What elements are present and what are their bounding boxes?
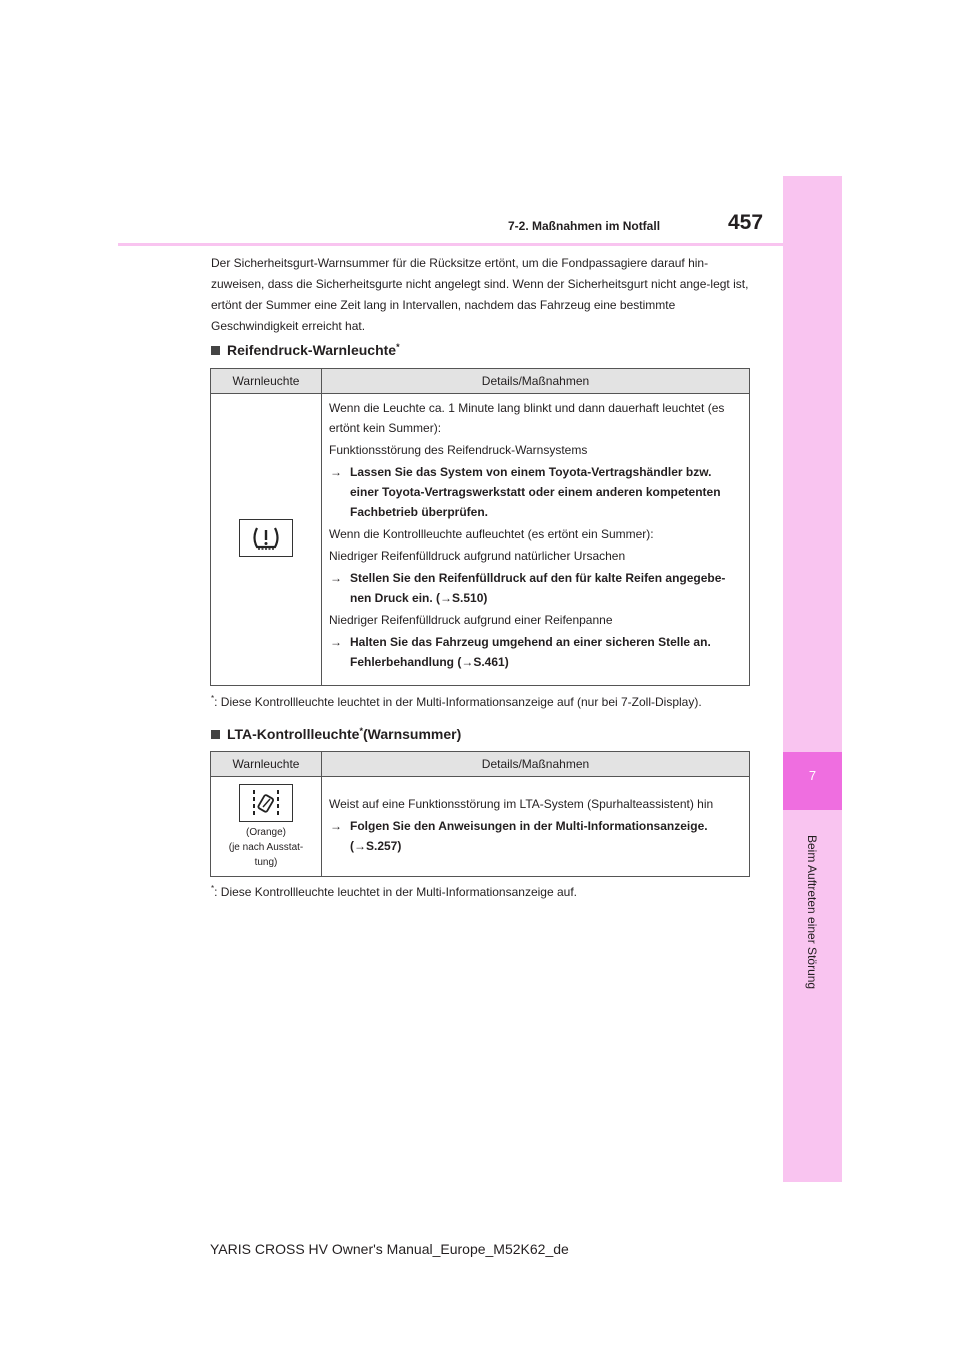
bullet-square-icon xyxy=(211,346,220,355)
col-header-warnleuchte: Warnleuchte xyxy=(211,369,322,394)
tire-pressure-warning-icon xyxy=(239,519,293,557)
page-footer: YARIS CROSS HV Owner's Manual_Europe_M52K62_de xyxy=(210,1241,569,1257)
detail-text: Niedriger Reifenfülldruck aufgrund einer Reifenpanne xyxy=(329,613,613,627)
detail-text: Wenn die Leuchte ca. 1 Minute lang blinkt und dann dauerhaft leuchtet (es ertönt kein Summer): xyxy=(329,401,725,435)
col-header-details: Details/Maßnahmen xyxy=(322,369,750,394)
tire-section-heading: Reifendruck-Warnleuchte * xyxy=(211,342,400,358)
intro-paragraph: Der Sicherheitsgurt-Warnsummer für die Rücksitze ertönt, um die Fondpassagiere darauf hin-zuweisen, dass die Sicherheitsgurte nicht angelegt sind. Wenn der Sicherheitsgurt nicht ange-legt ist, ertönt der Summer eine Zeit lang in Intervallen, nachdem das Fahrzeug eine bestimmte Geschwindigkeit erreicht hat. xyxy=(211,256,749,333)
col-header-details: Details/Maßnahmen xyxy=(322,752,750,777)
lane-tracing-assist-icon xyxy=(239,784,293,822)
tire-footnote: *: Diese Kontrollleuchte leuchtet in der Multi-Informationsanzeige auf (nur bei 7-Zoll-Display). xyxy=(211,694,702,709)
lta-details-cell xyxy=(322,777,750,877)
icon-equipment-note: (je nach Ausstat-tung) xyxy=(228,841,304,868)
page-number: 457 xyxy=(728,211,764,234)
arrow-right-icon: → xyxy=(330,465,342,479)
detail-text: Wenn die Kontrollleuchte aufleuchtet (es ertönt ein Summer): xyxy=(329,527,654,541)
tire-details-cell xyxy=(322,394,750,686)
tire-warning-table xyxy=(210,368,750,686)
detail-text: Funktionsstörung des Reifendruck-Warnsystems xyxy=(329,443,588,457)
action-item: → Halten Sie das Fahrzeug umgehend an einer sicheren Stelle an. Fehlerbehandlung (→S.461) xyxy=(329,632,743,672)
lta-section-heading: LTA-Kontrollleuchte * (Warnsummer) xyxy=(211,726,461,742)
chapter-number: 7 xyxy=(808,768,817,783)
col-header-warnleuchte: Warnleuchte xyxy=(211,752,322,777)
tire-icon-cell xyxy=(211,394,322,686)
action-item: → Stellen Sie den Reifenfülldruck auf den für kalte Reifen angegebe-nen Druck ein. (→S.510) xyxy=(329,568,743,608)
lta-warning-table xyxy=(210,751,750,877)
lta-icon-cell xyxy=(211,777,322,877)
section-title: 7-2. Maßnahmen im Notfall xyxy=(508,219,661,233)
icon-color-note: (Orange) xyxy=(245,826,286,838)
action-item: → Lassen Sie das System von einem Toyota-Vertragshändler bzw. einer Toyota-Vertragswerkstatt oder einem anderen kompetenten Fachbetrieb überprüfen. xyxy=(329,462,743,522)
arrow-right-icon: → xyxy=(330,818,342,833)
bullet-square-icon xyxy=(211,730,220,739)
action-item: → Folgen Sie den Anweisungen in der Multi-Informationsanzeige. (→S.257) xyxy=(329,816,743,856)
chapter-side-tab xyxy=(783,176,842,1182)
arrow-right-icon: → xyxy=(330,571,342,585)
detail-text: Weist auf eine Funktionsstörung im LTA-System (Spurhalteassistent) hin xyxy=(329,796,714,811)
arrow-right-icon: → xyxy=(330,635,342,649)
detail-text: Niedriger Reifenfülldruck aufgrund natürlicher Ursachen xyxy=(329,549,626,563)
header-rule xyxy=(118,243,783,246)
lta-footnote: *: Diese Kontrollleuchte leuchtet in der Multi-Informationsanzeige auf. xyxy=(211,884,577,899)
